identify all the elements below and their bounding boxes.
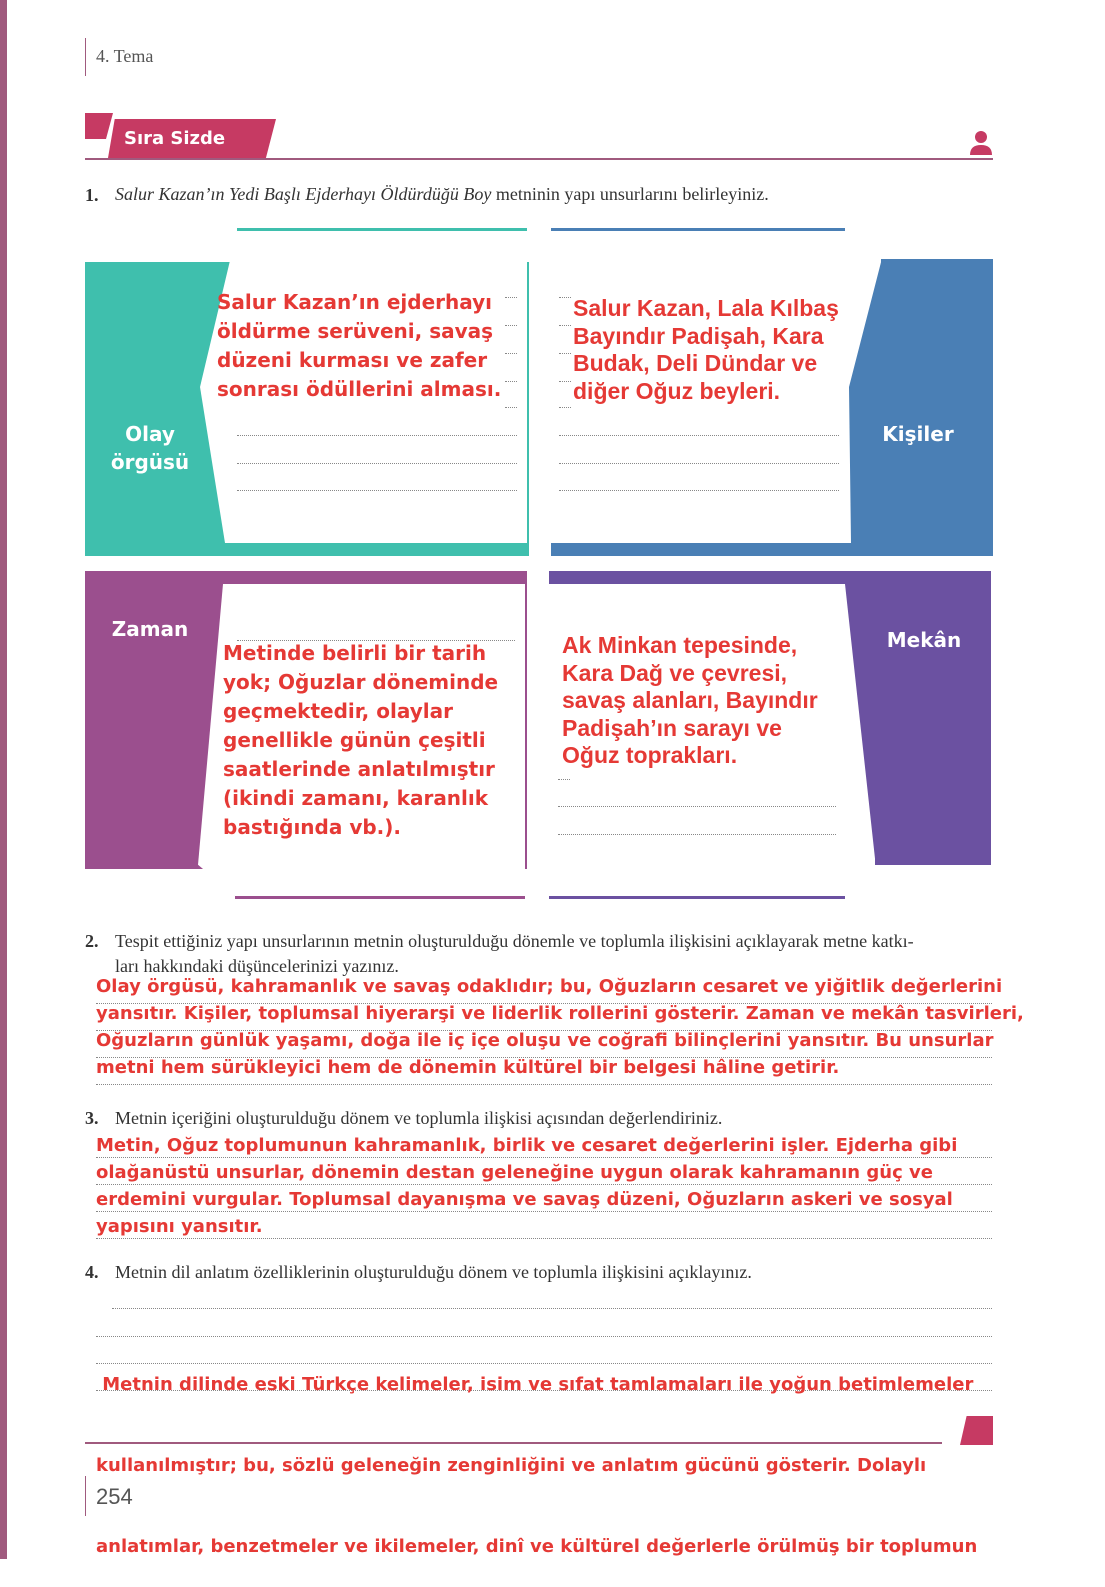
answer-line: geçmektedir, olaylar (223, 699, 453, 723)
page-number-rule (85, 1476, 86, 1516)
answer-line: bastığında vb.). (223, 815, 402, 839)
card-mekan-bottombar (549, 896, 845, 899)
answer-line: yansıtır. Kişiler, toplumsal hiyerarşi ve liderlik rollerini gösterir. Zaman ve mekân tasvirleri, (96, 1003, 1024, 1024)
question-2-line: Tespit ettiğiniz yapı unsurlarının metnin oluşturulduğu dönemle ve toplumla ilişkisini açıklayarak metne katkı- (115, 931, 914, 951)
question-2-answer (96, 973, 1024, 1081)
answer-line: Oğuzların günlük yaşamı, doğa ile iç içe oluşu ve coğrafi bilinçlerini yansıtır. Bu unsurlar (96, 1030, 994, 1051)
card-zaman-answer (223, 639, 498, 842)
writing-line (237, 435, 517, 436)
question-4-number: 4. (85, 1262, 99, 1282)
card-olay-label-1: Olay (125, 422, 175, 446)
section-tab-accent (85, 113, 113, 139)
answer-line: Kara Dağ ve çevresi, (562, 659, 788, 686)
answer-line: yapısını yansıtır. (96, 1216, 263, 1237)
question-3-text: Metnin içeriğini oluşturulduğu dönem ve toplumla ilişkisi açısından değerlendiriniz. (115, 1108, 723, 1128)
answer-line: Metnin dilinde eski Türkçe kelimeler, isim ve sıfat tamlamaları ile yoğun betimlemeler (96, 1374, 974, 1395)
answer-line: savaş alanları, Bayındır (562, 687, 818, 713)
card-mekan-label: Mekân (886, 628, 962, 652)
writing-line (505, 353, 517, 354)
answer-line: (ikindi zamanı, karanlık (223, 786, 489, 810)
header-rule (85, 38, 86, 76)
footer-rule (85, 1442, 942, 1444)
answer-line: düzeni kurması ve zafer (217, 348, 488, 372)
card-olay-label-2: örgüsü (110, 450, 190, 474)
answer-line: Padişah’ın sarayı ve (562, 714, 782, 741)
answer-line: Salur Kazan’ın ejderhayı (217, 290, 493, 314)
writing-line (559, 435, 839, 436)
card-kisiler-answer (573, 295, 839, 405)
answer-line: Metinde belirli bir tarih (223, 641, 487, 665)
card-zaman-label: Zaman (111, 617, 189, 641)
answer-line: sonrası ödüllerini alması. (217, 377, 502, 401)
answer-line: Salur Kazan, Lala Kılbaş (573, 295, 839, 321)
answer-line: anlatımlar, benzetmeler ve ikilemeler, dinî ve kültürel değerlerle örülmüş bir toplumun (96, 1536, 978, 1557)
question-1-number: 1. (85, 185, 99, 205)
writing-line (505, 297, 517, 298)
answer-line: Bayındır Padişah, Kara (573, 322, 824, 349)
answer-line: olağanüstü unsurlar, dönemin destan geleneğine uygun olarak kahramanın güç ve (96, 1162, 933, 1183)
answer-line: genellikle günün çeşitli (223, 728, 486, 752)
page-edge-stripe (0, 0, 7, 1559)
writing-line (96, 1084, 992, 1085)
question-4-text: Metnin dil anlatım özelliklerinin oluşturulduğu dönem ve toplumla ilişkisini açıklayınız. (115, 1262, 752, 1282)
writing-line (505, 407, 517, 408)
card-mekan-answer (562, 632, 818, 770)
card-olay-topbar (237, 228, 527, 231)
answer-line: Olay örgüsü, kahramanlık ve savaş odaklıdır; bu, Oğuzların cesaret ve yiğitlik değerlerini (96, 976, 1003, 997)
question-3-answer (96, 1132, 996, 1240)
page-number: 254 (96, 1484, 133, 1509)
user-icon (968, 130, 994, 156)
writing-line (559, 490, 839, 491)
question-1-rest: metninin yapı unsurlarını belirleyiniz. (491, 184, 769, 204)
card-olay-answer (217, 288, 501, 404)
writing-line (559, 463, 839, 464)
writing-line (237, 463, 517, 464)
writing-line (559, 325, 571, 326)
answer-line: saatlerinde anlatılmıştır (223, 757, 495, 781)
card-kisiler-topbar (551, 228, 845, 231)
answer-line: öldürme serüveni, savaş (217, 319, 494, 343)
card-zaman-bottombar (235, 896, 525, 899)
question-3-number: 3. (85, 1108, 99, 1128)
section-title: Sıra Sizde (124, 128, 226, 149)
answer-line: Budak, Deli Dündar ve (573, 350, 818, 376)
writing-line (558, 834, 836, 835)
question-1-title: Salur Kazan’ın Yedi Başlı Ejderhayı Öldürdüğü Boy (115, 184, 492, 204)
writing-line (558, 806, 836, 807)
answer-line: Oğuz toprakları. (562, 742, 738, 768)
writing-line (559, 407, 571, 408)
writing-line (237, 490, 517, 491)
writing-line (559, 297, 571, 298)
writing-line (559, 353, 571, 354)
question-2-line: ları hakkındaki düşüncelerinizi yazınız. (115, 956, 399, 976)
card-kisiler-label: Kişiler (882, 422, 954, 446)
section-rule (85, 158, 993, 160)
answer-line: Ak Minkan tepesinde, (562, 632, 798, 658)
answer-line: erdemini vurgular. Toplumsal dayanışma ve savaş düzeni, Oğuzların askeri ve sosyal (96, 1189, 953, 1210)
question-4-answer (96, 1317, 996, 1587)
answer-line: Metin, Oğuz toplumunun kahramanlık, birlik ve cesaret değerlerini işler. Ejderha gibi (96, 1135, 958, 1156)
theme-label: 4. Tema (96, 46, 154, 66)
question-2-text (115, 929, 1000, 979)
answer-line: metni hem sürükleyici hem de dönemin kültürel bir belgesi hâline getirir. (96, 1057, 840, 1078)
question-2-number: 2. (85, 931, 99, 951)
answer-line: kullanılmıştır; bu, sözlü geleneğin zenginliğini ve anlatım gücünü gösterir. Dolaylı (96, 1455, 927, 1476)
writing-line (112, 1308, 992, 1309)
answer-line: yok; Oğuzlar döneminde (223, 670, 499, 694)
writing-line (559, 381, 571, 382)
writing-line (558, 779, 570, 780)
question-1-text (115, 182, 769, 207)
card-olay-label (85, 420, 215, 476)
writing-line (505, 325, 517, 326)
answer-line: diğer Oğuz beyleri. (573, 377, 781, 404)
writing-line (505, 381, 517, 382)
